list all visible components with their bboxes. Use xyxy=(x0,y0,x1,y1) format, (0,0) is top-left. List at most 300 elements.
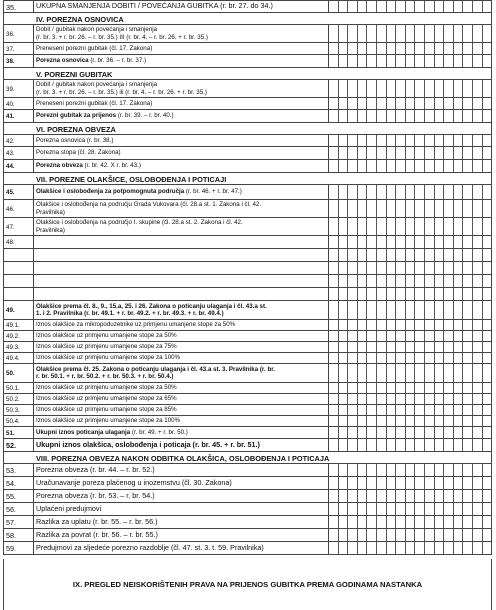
amount-cell[interactable] xyxy=(415,98,425,109)
amount-cell[interactable] xyxy=(425,320,435,330)
amount-cell[interactable] xyxy=(473,342,483,352)
amount-cell[interactable] xyxy=(444,405,454,415)
amount-cell[interactable] xyxy=(387,1,397,12)
amount-cell[interactable] xyxy=(377,529,387,541)
amount-cell[interactable] xyxy=(358,262,368,274)
amount-cell[interactable] xyxy=(473,542,483,554)
amount-cell[interactable] xyxy=(483,529,492,541)
amount-cell[interactable] xyxy=(348,516,358,528)
amount-cell[interactable] xyxy=(425,25,435,42)
amount-cell[interactable] xyxy=(444,236,454,248)
amount-cells[interactable] xyxy=(329,542,491,554)
amount-cells[interactable] xyxy=(329,320,491,330)
amount-cell[interactable] xyxy=(348,301,358,319)
amount-cell[interactable] xyxy=(444,542,454,554)
amount-cell[interactable] xyxy=(425,542,435,554)
amount-cell[interactable] xyxy=(377,353,387,363)
amount-cell[interactable] xyxy=(415,288,425,300)
amount-cell[interactable] xyxy=(406,185,416,199)
amount-cell[interactable] xyxy=(415,529,425,541)
amount-cell[interactable] xyxy=(435,320,445,330)
amount-cell[interactable] xyxy=(483,43,492,54)
amount-cell[interactable] xyxy=(329,394,339,404)
amount-cell[interactable] xyxy=(444,147,454,159)
amount-cell[interactable] xyxy=(463,439,473,451)
amount-cell[interactable] xyxy=(348,542,358,554)
amount-cell[interactable] xyxy=(483,416,492,426)
amount-cell[interactable] xyxy=(415,25,425,42)
amount-cell[interactable] xyxy=(348,262,358,274)
amount-cell[interactable] xyxy=(387,427,397,438)
amount-cell[interactable] xyxy=(454,218,464,235)
amount-cell[interactable] xyxy=(415,477,425,489)
amount-cell[interactable] xyxy=(367,98,377,109)
amount-cell[interactable] xyxy=(358,383,368,393)
amount-cell[interactable] xyxy=(473,427,483,438)
amount-cell[interactable] xyxy=(454,301,464,319)
amount-cell[interactable] xyxy=(473,98,483,109)
amount-cell[interactable] xyxy=(454,275,464,287)
amount-cell[interactable] xyxy=(454,320,464,330)
amount-cell[interactable] xyxy=(454,135,464,146)
amount-cell[interactable] xyxy=(339,477,349,489)
amount-cells[interactable] xyxy=(329,288,491,300)
amount-cell[interactable] xyxy=(387,320,397,330)
amount-cells[interactable] xyxy=(329,331,491,341)
amount-cell[interactable] xyxy=(348,200,358,217)
amount-cell[interactable] xyxy=(339,98,349,109)
amount-cell[interactable] xyxy=(473,147,483,159)
amount-cells[interactable] xyxy=(329,490,491,502)
amount-cell[interactable] xyxy=(377,342,387,352)
amount-cell[interactable] xyxy=(339,503,349,515)
amount-cell[interactable] xyxy=(415,364,425,382)
amount-cell[interactable] xyxy=(415,301,425,319)
amount-cell[interactable] xyxy=(387,80,397,97)
amount-cell[interactable] xyxy=(377,477,387,489)
amount-cell[interactable] xyxy=(329,516,339,528)
amount-cell[interactable] xyxy=(473,529,483,541)
amount-cell[interactable] xyxy=(473,200,483,217)
amount-cell[interactable] xyxy=(483,353,492,363)
amount-cell[interactable] xyxy=(435,262,445,274)
amount-cells[interactable] xyxy=(329,529,491,541)
amount-cell[interactable] xyxy=(329,80,339,97)
amount-cell[interactable] xyxy=(483,477,492,489)
amount-cell[interactable] xyxy=(473,364,483,382)
amount-cell[interactable] xyxy=(329,98,339,109)
amount-cells[interactable] xyxy=(329,503,491,515)
amount-cell[interactable] xyxy=(329,160,339,172)
amount-cell[interactable] xyxy=(339,464,349,476)
amount-cell[interactable] xyxy=(473,416,483,426)
amount-cell[interactable] xyxy=(396,110,406,122)
amount-cell[interactable] xyxy=(483,427,492,438)
amount-cell[interactable] xyxy=(396,529,406,541)
amount-cell[interactable] xyxy=(463,503,473,515)
amount-cell[interactable] xyxy=(387,416,397,426)
amount-cell[interactable] xyxy=(435,364,445,382)
amount-cell[interactable] xyxy=(358,477,368,489)
amount-cell[interactable] xyxy=(396,394,406,404)
amount-cell[interactable] xyxy=(415,490,425,502)
amount-cell[interactable] xyxy=(377,439,387,451)
amount-cell[interactable] xyxy=(387,262,397,274)
amount-cell[interactable] xyxy=(358,353,368,363)
amount-cell[interactable] xyxy=(329,439,339,451)
amount-cell[interactable] xyxy=(406,236,416,248)
amount-cell[interactable] xyxy=(377,288,387,300)
amount-cell[interactable] xyxy=(473,439,483,451)
amount-cell[interactable] xyxy=(396,1,406,12)
amount-cell[interactable] xyxy=(415,110,425,122)
amount-cells[interactable] xyxy=(329,43,491,54)
amount-cell[interactable] xyxy=(435,529,445,541)
amount-cell[interactable] xyxy=(425,394,435,404)
amount-cell[interactable] xyxy=(329,320,339,330)
amount-cell[interactable] xyxy=(377,262,387,274)
amount-cell[interactable] xyxy=(367,383,377,393)
amount-cell[interactable] xyxy=(377,200,387,217)
amount-cell[interactable] xyxy=(454,331,464,341)
amount-cell[interactable] xyxy=(425,301,435,319)
amount-cell[interactable] xyxy=(358,490,368,502)
amount-cell[interactable] xyxy=(454,200,464,217)
amount-cell[interactable] xyxy=(454,110,464,122)
amount-cell[interactable] xyxy=(454,262,464,274)
amount-cells[interactable] xyxy=(329,262,491,274)
amount-cell[interactable] xyxy=(367,25,377,42)
amount-cells[interactable] xyxy=(329,55,491,67)
amount-cell[interactable] xyxy=(348,160,358,172)
amount-cell[interactable] xyxy=(358,516,368,528)
amount-cell[interactable] xyxy=(358,331,368,341)
amount-cell[interactable] xyxy=(435,288,445,300)
amount-cell[interactable] xyxy=(387,288,397,300)
amount-cell[interactable] xyxy=(483,320,492,330)
amount-cell[interactable] xyxy=(348,218,358,235)
amount-cells[interactable] xyxy=(329,427,491,438)
amount-cell[interactable] xyxy=(415,439,425,451)
amount-cell[interactable] xyxy=(444,320,454,330)
amount-cell[interactable] xyxy=(483,147,492,159)
amount-cell[interactable] xyxy=(406,529,416,541)
amount-cell[interactable] xyxy=(454,416,464,426)
amount-cell[interactable] xyxy=(435,490,445,502)
amount-cell[interactable] xyxy=(387,218,397,235)
amount-cell[interactable] xyxy=(454,529,464,541)
amount-cell[interactable] xyxy=(367,55,377,67)
amount-cell[interactable] xyxy=(444,439,454,451)
amount-cell[interactable] xyxy=(415,185,425,199)
amount-cell[interactable] xyxy=(425,364,435,382)
amount-cell[interactable] xyxy=(358,80,368,97)
amount-cell[interactable] xyxy=(435,342,445,352)
amount-cells[interactable] xyxy=(329,98,491,109)
amount-cell[interactable] xyxy=(454,394,464,404)
amount-cell[interactable] xyxy=(415,249,425,261)
amount-cell[interactable] xyxy=(348,43,358,54)
amount-cell[interactable] xyxy=(483,503,492,515)
amount-cell[interactable] xyxy=(358,503,368,515)
amount-cell[interactable] xyxy=(396,55,406,67)
amount-cell[interactable] xyxy=(329,383,339,393)
amount-cell[interactable] xyxy=(329,55,339,67)
amount-cell[interactable] xyxy=(329,25,339,42)
amount-cell[interactable] xyxy=(367,147,377,159)
amount-cell[interactable] xyxy=(396,383,406,393)
amount-cell[interactable] xyxy=(415,320,425,330)
amount-cell[interactable] xyxy=(329,185,339,199)
amount-cell[interactable] xyxy=(339,529,349,541)
amount-cell[interactable] xyxy=(396,464,406,476)
amount-cell[interactable] xyxy=(463,542,473,554)
amount-cell[interactable] xyxy=(339,236,349,248)
amount-cell[interactable] xyxy=(483,331,492,341)
amount-cell[interactable] xyxy=(406,301,416,319)
amount-cell[interactable] xyxy=(435,275,445,287)
amount-cell[interactable] xyxy=(444,80,454,97)
amount-cell[interactable] xyxy=(435,218,445,235)
amount-cells[interactable] xyxy=(329,439,491,451)
amount-cells[interactable] xyxy=(329,218,491,235)
amount-cell[interactable] xyxy=(329,529,339,541)
amount-cell[interactable] xyxy=(444,262,454,274)
amount-cell[interactable] xyxy=(329,416,339,426)
amount-cell[interactable] xyxy=(483,262,492,274)
amount-cell[interactable] xyxy=(473,490,483,502)
amount-cell[interactable] xyxy=(406,427,416,438)
amount-cell[interactable] xyxy=(425,342,435,352)
amount-cell[interactable] xyxy=(377,542,387,554)
amount-cell[interactable] xyxy=(483,185,492,199)
amount-cell[interactable] xyxy=(377,331,387,341)
amount-cell[interactable] xyxy=(415,1,425,12)
amount-cell[interactable] xyxy=(396,135,406,146)
amount-cell[interactable] xyxy=(367,342,377,352)
amount-cell[interactable] xyxy=(435,542,445,554)
amount-cell[interactable] xyxy=(348,110,358,122)
amount-cell[interactable] xyxy=(444,416,454,426)
amount-cell[interactable] xyxy=(454,542,464,554)
amount-cell[interactable] xyxy=(339,160,349,172)
amount-cell[interactable] xyxy=(444,364,454,382)
amount-cell[interactable] xyxy=(444,342,454,352)
amount-cell[interactable] xyxy=(358,464,368,476)
amount-cell[interactable] xyxy=(387,503,397,515)
amount-cell[interactable] xyxy=(463,236,473,248)
amount-cell[interactable] xyxy=(339,301,349,319)
amount-cell[interactable] xyxy=(348,342,358,352)
amount-cell[interactable] xyxy=(377,160,387,172)
amount-cell[interactable] xyxy=(329,135,339,146)
amount-cell[interactable] xyxy=(463,464,473,476)
amount-cell[interactable] xyxy=(396,43,406,54)
amount-cell[interactable] xyxy=(406,200,416,217)
amount-cell[interactable] xyxy=(339,416,349,426)
amount-cell[interactable] xyxy=(415,464,425,476)
amount-cell[interactable] xyxy=(367,236,377,248)
amount-cell[interactable] xyxy=(435,110,445,122)
amount-cell[interactable] xyxy=(463,353,473,363)
amount-cell[interactable] xyxy=(396,320,406,330)
amount-cell[interactable] xyxy=(444,383,454,393)
amount-cell[interactable] xyxy=(473,135,483,146)
amount-cell[interactable] xyxy=(339,331,349,341)
amount-cell[interactable] xyxy=(406,1,416,12)
amount-cell[interactable] xyxy=(367,464,377,476)
amount-cell[interactable] xyxy=(377,110,387,122)
amount-cell[interactable] xyxy=(348,288,358,300)
amount-cell[interactable] xyxy=(444,394,454,404)
amount-cell[interactable] xyxy=(358,98,368,109)
amount-cell[interactable] xyxy=(367,490,377,502)
amount-cell[interactable] xyxy=(415,135,425,146)
amount-cell[interactable] xyxy=(339,80,349,97)
amount-cell[interactable] xyxy=(348,405,358,415)
amount-cell[interactable] xyxy=(473,218,483,235)
amount-cell[interactable] xyxy=(473,43,483,54)
amount-cell[interactable] xyxy=(435,55,445,67)
amount-cell[interactable] xyxy=(367,477,377,489)
amount-cell[interactable] xyxy=(415,353,425,363)
amount-cell[interactable] xyxy=(483,1,492,12)
amount-cell[interactable] xyxy=(406,416,416,426)
amount-cell[interactable] xyxy=(348,503,358,515)
amount-cell[interactable] xyxy=(406,135,416,146)
amount-cell[interactable] xyxy=(435,439,445,451)
amount-cell[interactable] xyxy=(444,464,454,476)
amount-cell[interactable] xyxy=(329,477,339,489)
amount-cell[interactable] xyxy=(483,394,492,404)
amount-cell[interactable] xyxy=(454,383,464,393)
amount-cell[interactable] xyxy=(367,394,377,404)
amount-cell[interactable] xyxy=(358,301,368,319)
amount-cells[interactable] xyxy=(329,416,491,426)
amount-cell[interactable] xyxy=(444,135,454,146)
amount-cell[interactable] xyxy=(444,160,454,172)
amount-cell[interactable] xyxy=(444,200,454,217)
amount-cell[interactable] xyxy=(454,55,464,67)
amount-cell[interactable] xyxy=(425,416,435,426)
amount-cell[interactable] xyxy=(473,25,483,42)
amount-cell[interactable] xyxy=(435,98,445,109)
amount-cell[interactable] xyxy=(348,275,358,287)
amount-cell[interactable] xyxy=(425,262,435,274)
amount-cell[interactable] xyxy=(396,331,406,341)
amount-cell[interactable] xyxy=(348,147,358,159)
amount-cell[interactable] xyxy=(415,503,425,515)
amount-cell[interactable] xyxy=(387,383,397,393)
amount-cell[interactable] xyxy=(358,236,368,248)
amount-cell[interactable] xyxy=(425,43,435,54)
amount-cell[interactable] xyxy=(444,427,454,438)
amount-cell[interactable] xyxy=(435,236,445,248)
amount-cell[interactable] xyxy=(473,477,483,489)
amount-cell[interactable] xyxy=(339,25,349,42)
amount-cell[interactable] xyxy=(473,275,483,287)
amount-cell[interactable] xyxy=(329,147,339,159)
amount-cell[interactable] xyxy=(425,110,435,122)
amount-cell[interactable] xyxy=(367,262,377,274)
amount-cell[interactable] xyxy=(348,490,358,502)
amount-cell[interactable] xyxy=(396,342,406,352)
amount-cell[interactable] xyxy=(483,301,492,319)
amount-cell[interactable] xyxy=(358,529,368,541)
amount-cell[interactable] xyxy=(473,320,483,330)
amount-cells[interactable] xyxy=(329,394,491,404)
amount-cell[interactable] xyxy=(377,464,387,476)
amount-cell[interactable] xyxy=(463,262,473,274)
amount-cell[interactable] xyxy=(348,249,358,261)
amount-cell[interactable] xyxy=(454,249,464,261)
amount-cell[interactable] xyxy=(387,98,397,109)
amount-cell[interactable] xyxy=(425,427,435,438)
amount-cell[interactable] xyxy=(396,200,406,217)
amount-cell[interactable] xyxy=(329,427,339,438)
amount-cell[interactable] xyxy=(387,353,397,363)
amount-cell[interactable] xyxy=(367,427,377,438)
amount-cell[interactable] xyxy=(367,364,377,382)
amount-cell[interactable] xyxy=(377,55,387,67)
amount-cell[interactable] xyxy=(483,80,492,97)
amount-cell[interactable] xyxy=(358,249,368,261)
amount-cell[interactable] xyxy=(396,516,406,528)
amount-cell[interactable] xyxy=(454,503,464,515)
amount-cell[interactable] xyxy=(463,43,473,54)
amount-cell[interactable] xyxy=(329,275,339,287)
amount-cell[interactable] xyxy=(358,147,368,159)
amount-cell[interactable] xyxy=(339,342,349,352)
amount-cell[interactable] xyxy=(406,353,416,363)
amount-cell[interactable] xyxy=(444,288,454,300)
amount-cell[interactable] xyxy=(367,331,377,341)
amount-cell[interactable] xyxy=(463,249,473,261)
amount-cell[interactable] xyxy=(406,405,416,415)
amount-cell[interactable] xyxy=(425,200,435,217)
amount-cell[interactable] xyxy=(473,110,483,122)
amount-cell[interactable] xyxy=(483,218,492,235)
amount-cell[interactable] xyxy=(415,218,425,235)
amount-cell[interactable] xyxy=(483,364,492,382)
amount-cell[interactable] xyxy=(454,236,464,248)
amount-cell[interactable] xyxy=(473,262,483,274)
amount-cell[interactable] xyxy=(348,55,358,67)
amount-cell[interactable] xyxy=(348,477,358,489)
amount-cell[interactable] xyxy=(339,110,349,122)
amount-cell[interactable] xyxy=(435,1,445,12)
amount-cell[interactable] xyxy=(387,490,397,502)
amount-cell[interactable] xyxy=(348,394,358,404)
amount-cell[interactable] xyxy=(396,236,406,248)
amount-cell[interactable] xyxy=(454,427,464,438)
amount-cells[interactable] xyxy=(329,147,491,159)
amount-cell[interactable] xyxy=(348,185,358,199)
amount-cells[interactable] xyxy=(329,275,491,287)
amount-cell[interactable] xyxy=(329,249,339,261)
amount-cell[interactable] xyxy=(415,383,425,393)
amount-cell[interactable] xyxy=(454,464,464,476)
amount-cell[interactable] xyxy=(435,25,445,42)
amount-cell[interactable] xyxy=(377,383,387,393)
amount-cell[interactable] xyxy=(339,1,349,12)
amount-cell[interactable] xyxy=(348,464,358,476)
amount-cells[interactable] xyxy=(329,110,491,122)
amount-cell[interactable] xyxy=(406,503,416,515)
amount-cells[interactable] xyxy=(329,516,491,528)
amount-cell[interactable] xyxy=(463,288,473,300)
amount-cell[interactable] xyxy=(377,98,387,109)
